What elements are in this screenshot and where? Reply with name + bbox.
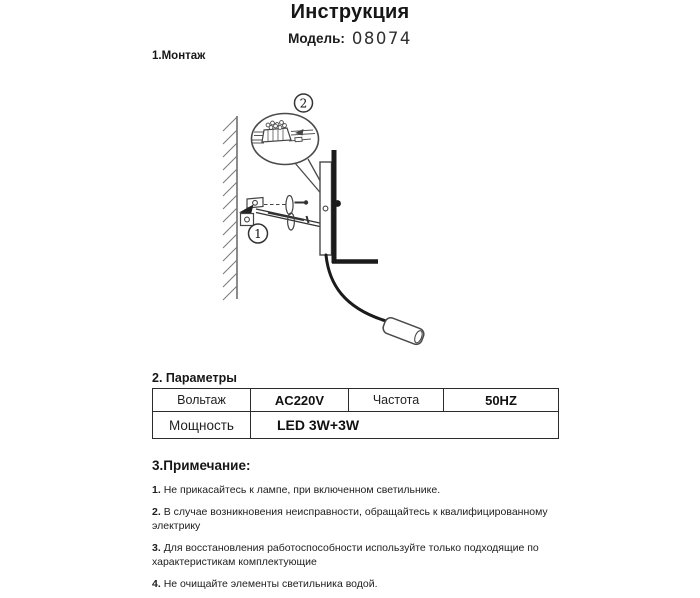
note-number: 4. <box>152 577 161 590</box>
parameters-heading: 2. Параметры <box>152 371 237 385</box>
voltage-label-cell: Вольтаж <box>153 389 251 412</box>
parameters-table <box>152 388 559 439</box>
switch-knob <box>334 200 341 207</box>
frequency-value-cell: 50HZ <box>444 389 559 412</box>
note-text: Не прикасайтесь к лампе, при включенном светильнике. <box>163 484 441 496</box>
note-item <box>152 541 568 570</box>
note-item <box>152 577 568 592</box>
step-2-label: 2 <box>299 96 308 111</box>
note-item <box>152 505 568 534</box>
note-text: Не очищайте элементы светильника водой. <box>163 577 378 590</box>
note-item <box>152 483 568 498</box>
backplate-hole <box>323 206 328 211</box>
note-text: Для восстановления работоспособности используйте только подходящие по характеристикам комплектующие <box>152 541 539 568</box>
note-number: 1. <box>152 484 161 496</box>
frequency-label-cell: Частота <box>349 389 444 412</box>
voltage-value-cell: AC220V <box>251 389 349 412</box>
step-2-badge <box>295 94 313 112</box>
power-value-cell: LED 3W+3W <box>251 412 559 439</box>
wall-hatching <box>223 117 237 300</box>
notes-list <box>152 483 568 598</box>
lamp-fixture <box>320 150 426 346</box>
table-row <box>153 412 559 439</box>
mounting-screws <box>256 196 322 231</box>
model-line <box>0 28 700 47</box>
note-number: 2. <box>152 505 161 518</box>
lamp-head <box>381 316 425 346</box>
notes-heading: 3.Примечание: <box>152 458 251 473</box>
power-label-cell: Мощность <box>153 412 251 439</box>
gooseneck-cord <box>326 255 386 321</box>
mounting-bracket <box>239 198 263 226</box>
step-1-label: 1 <box>254 227 262 241</box>
model-value: 08074 <box>351 29 412 48</box>
step-1-badge <box>249 224 268 243</box>
wall-mount-diagram <box>200 85 445 365</box>
page-title: Инструкция <box>290 1 410 23</box>
table-row <box>153 389 559 412</box>
model-label: Модель: <box>288 31 345 46</box>
note-number: 3. <box>152 541 161 554</box>
wall <box>223 116 237 300</box>
note-text: В случае возникновения неисправности, обращайтесь к квалифицированному электрику <box>152 505 548 532</box>
montage-heading: 1.Монтаж <box>152 50 206 62</box>
wiring-callout-bubble <box>252 114 329 198</box>
